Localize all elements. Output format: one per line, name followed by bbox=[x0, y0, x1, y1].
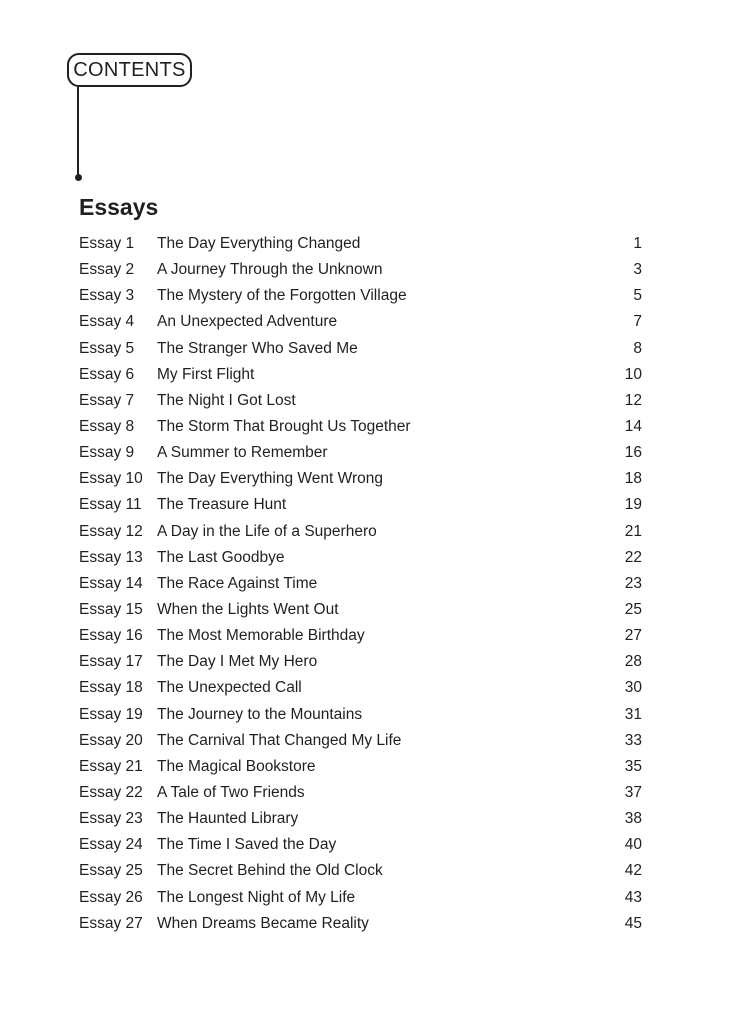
essay-title: A Journey Through the Unknown bbox=[157, 261, 383, 279]
toc-entry[interactable] bbox=[79, 388, 642, 414]
toc-entry[interactable] bbox=[79, 466, 642, 492]
essay-number: Essay 17 bbox=[79, 653, 143, 671]
essay-title: The Secret Behind the Old Clock bbox=[157, 862, 383, 880]
essay-title: The Unexpected Call bbox=[157, 679, 302, 697]
essay-number: Essay 27 bbox=[79, 914, 143, 932]
essay-number: Essay 8 bbox=[79, 417, 135, 435]
toc-entry[interactable] bbox=[79, 231, 642, 257]
essay-number: Essay 1 bbox=[79, 235, 135, 252]
page-number: 22 bbox=[624, 548, 642, 566]
essay-title: The Journey to the Mountains bbox=[157, 705, 363, 723]
essay-number: Essay 6 bbox=[79, 365, 135, 383]
page-number: 31 bbox=[624, 705, 642, 723]
page-number: 35 bbox=[624, 757, 642, 775]
toc-entry[interactable] bbox=[79, 702, 642, 728]
page-number: 1 bbox=[633, 235, 642, 252]
page-number: 3 bbox=[633, 261, 642, 279]
page-number: 21 bbox=[624, 522, 642, 540]
essay-title: The Treasure Hunt bbox=[157, 496, 287, 514]
essay-title: My First Flight bbox=[157, 365, 255, 383]
essay-number: Essay 23 bbox=[79, 810, 143, 828]
essay-number: Essay 5 bbox=[79, 339, 135, 357]
essay-number: Essay 24 bbox=[79, 836, 143, 854]
essay-title: The Last Goodbye bbox=[157, 548, 285, 566]
essay-title: A Tale of Two Friends bbox=[157, 783, 305, 801]
essay-number: Essay 3 bbox=[79, 287, 135, 305]
essay-number: Essay 22 bbox=[79, 783, 143, 801]
essay-number: Essay 26 bbox=[79, 888, 143, 906]
section-title: Essays bbox=[79, 194, 159, 220]
essay-title: The Day Everything Went Wrong bbox=[157, 470, 383, 488]
toc-entry[interactable] bbox=[79, 885, 642, 911]
essay-number: Essay 9 bbox=[79, 444, 135, 462]
toc-entry[interactable] bbox=[79, 492, 642, 518]
page-number: 19 bbox=[624, 496, 642, 514]
toc-entry[interactable] bbox=[79, 283, 642, 309]
page-number: 42 bbox=[624, 862, 642, 880]
essay-title: When Dreams Became Reality bbox=[157, 914, 369, 932]
essay-title: A Day in the Life of a Superhero bbox=[157, 522, 377, 540]
page-number: 43 bbox=[624, 888, 642, 906]
toc-entry[interactable] bbox=[79, 414, 642, 440]
essay-title: When the Lights Went Out bbox=[157, 600, 339, 618]
toc-entry[interactable] bbox=[79, 571, 642, 597]
essay-number: Essay 15 bbox=[79, 600, 143, 618]
toc-entry[interactable] bbox=[79, 309, 642, 335]
page-number: 16 bbox=[624, 444, 642, 462]
page-number: 28 bbox=[624, 653, 642, 671]
page-number: 8 bbox=[633, 339, 642, 357]
essay-title: The Haunted Library bbox=[157, 810, 299, 828]
toc-entry[interactable] bbox=[79, 858, 642, 884]
toc-entry[interactable] bbox=[79, 911, 642, 937]
essay-title: A Summer to Remember bbox=[157, 444, 328, 462]
toc-entry[interactable] bbox=[79, 780, 642, 806]
page-number: 45 bbox=[624, 914, 642, 932]
page-number: 10 bbox=[624, 365, 642, 383]
contents-leader-dot bbox=[75, 174, 82, 181]
essay-number: Essay 10 bbox=[79, 470, 143, 488]
essay-title: The Race Against Time bbox=[157, 574, 318, 592]
essay-title: The Storm That Brought Us Together bbox=[157, 417, 411, 435]
toc-entry[interactable] bbox=[79, 362, 642, 388]
essay-title: The Magical Bookstore bbox=[157, 757, 316, 775]
essay-title: The Night I Got Lost bbox=[157, 391, 296, 409]
essay-number: Essay 4 bbox=[79, 313, 135, 331]
essay-number: Essay 13 bbox=[79, 548, 143, 566]
toc-entry[interactable] bbox=[79, 545, 642, 571]
toc-entry[interactable] bbox=[79, 675, 642, 701]
toc-entry[interactable] bbox=[79, 519, 642, 545]
page-number: 40 bbox=[624, 836, 642, 854]
essay-number: Essay 18 bbox=[79, 679, 143, 697]
essay-number: Essay 12 bbox=[79, 522, 143, 540]
essay-number: Essay 19 bbox=[79, 705, 143, 723]
essay-title: The Day Everything Changed bbox=[157, 235, 361, 252]
toc-entry[interactable] bbox=[79, 597, 642, 623]
essay-title: The Stranger Who Saved Me bbox=[157, 339, 358, 357]
essay-title: The Carnival That Changed My Life bbox=[157, 731, 402, 749]
contents-leader-line bbox=[77, 87, 79, 177]
toc-entry[interactable] bbox=[79, 754, 642, 780]
essay-title: The Longest Night of My Life bbox=[157, 888, 356, 906]
toc-entry[interactable] bbox=[79, 728, 642, 754]
page-number: 38 bbox=[624, 810, 642, 828]
table-of-contents bbox=[79, 231, 642, 937]
page-number: 12 bbox=[624, 391, 642, 409]
essay-number: Essay 2 bbox=[79, 261, 135, 279]
contents-label: CONTENTS bbox=[67, 53, 192, 87]
toc-entry[interactable] bbox=[79, 806, 642, 832]
page-number: 18 bbox=[624, 470, 642, 488]
essay-title: The Day I Met My Hero bbox=[157, 653, 318, 671]
essay-number: Essay 14 bbox=[79, 574, 143, 592]
essay-title: The Most Memorable Birthday bbox=[157, 627, 365, 645]
essay-number: Essay 7 bbox=[79, 391, 135, 409]
page-number: 37 bbox=[624, 783, 642, 801]
toc-entry[interactable] bbox=[79, 257, 642, 283]
page-number: 33 bbox=[624, 731, 642, 749]
toc-entry[interactable] bbox=[79, 336, 642, 362]
essay-title: An Unexpected Adventure bbox=[157, 313, 338, 331]
essay-number: Essay 16 bbox=[79, 627, 143, 645]
essay-number: Essay 21 bbox=[79, 757, 143, 775]
page-number: 30 bbox=[624, 679, 642, 697]
essay-number: Essay 11 bbox=[79, 496, 142, 514]
essay-title: The Time I Saved the Day bbox=[157, 836, 337, 854]
toc-entry[interactable] bbox=[79, 440, 642, 466]
page-number: 7 bbox=[633, 313, 642, 331]
essay-number: Essay 20 bbox=[79, 731, 143, 749]
page-number: 23 bbox=[624, 574, 642, 592]
page-number: 5 bbox=[633, 287, 642, 305]
essay-number: Essay 25 bbox=[79, 862, 143, 880]
toc-entry[interactable] bbox=[79, 623, 642, 649]
essay-title: The Mystery of the Forgotten Village bbox=[157, 287, 407, 305]
page-number: 14 bbox=[624, 417, 642, 435]
page-number: 25 bbox=[624, 600, 642, 618]
page-number: 27 bbox=[624, 627, 642, 645]
toc-entry[interactable] bbox=[79, 832, 642, 858]
toc-entry[interactable] bbox=[79, 649, 642, 675]
